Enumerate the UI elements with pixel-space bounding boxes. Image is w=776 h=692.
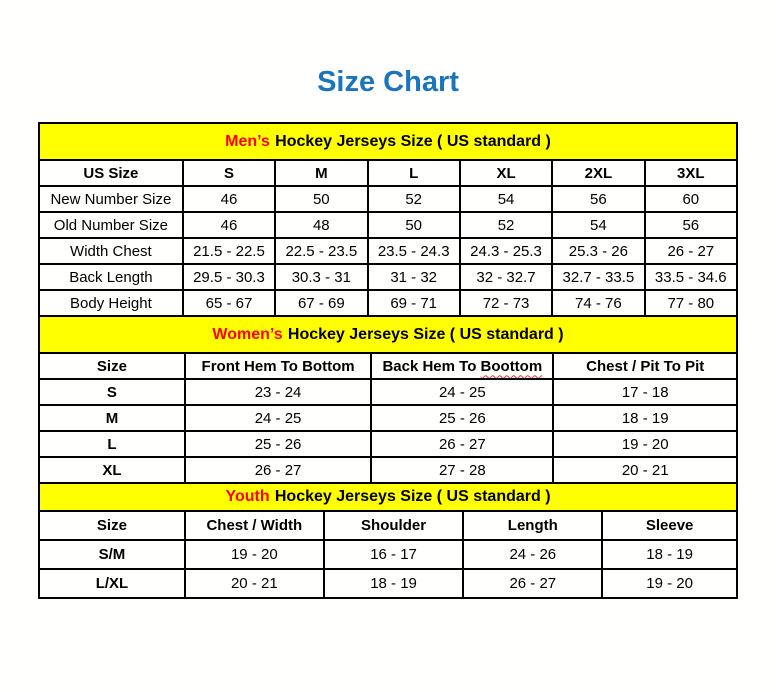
womens-data-row (39, 405, 737, 431)
size-tables (38, 122, 738, 599)
youth-size-value: 20 - 21 (185, 569, 324, 598)
mens-row-label: Old Number Size (39, 212, 183, 238)
mens-size-value: 67 - 69 (275, 290, 367, 316)
mens-size-value: 52 (460, 212, 552, 238)
column-header-misspelled-word: Boottom (480, 357, 543, 375)
mens-data-row (39, 212, 737, 238)
page-title: Size Chart (317, 66, 459, 98)
youth-data-row (39, 569, 737, 598)
youth-section-heading: Hockey Jerseys Size ( US standard ) (274, 488, 551, 505)
youth-size-table (38, 482, 738, 599)
womens-size-value: 19 - 20 (553, 431, 737, 457)
womens-size-value: 26 - 27 (371, 431, 553, 457)
mens-data-row (39, 238, 737, 264)
mens-column-header-row (39, 160, 737, 186)
mens-section-band (39, 123, 737, 160)
youth-size-value: 24 - 26 (463, 540, 602, 569)
mens-column-header: 3XL (645, 160, 737, 186)
youth-size-value: 19 - 20 (185, 540, 324, 569)
womens-size-value: 20 - 21 (553, 457, 737, 483)
womens-size-value: 23 - 24 (185, 379, 371, 405)
womens-column-header: Chest / Pit To Pit (553, 353, 737, 379)
womens-column-header (371, 353, 553, 379)
mens-size-value: 22.5 - 23.5 (275, 238, 367, 264)
womens-column-header: Size (39, 353, 185, 379)
youth-size-value: 19 - 20 (602, 569, 737, 598)
womens-row-label: L (39, 431, 185, 457)
womens-size-value: 27 - 28 (371, 457, 553, 483)
womens-size-value: 24 - 25 (185, 405, 371, 431)
womens-section-band (39, 316, 737, 353)
youth-data-row (39, 540, 737, 569)
mens-data-row (39, 290, 737, 316)
mens-size-value: 46 (183, 212, 275, 238)
womens-section-heading: Hockey Jerseys Size ( US standard ) (287, 325, 564, 343)
womens-section-accent: Women’s (212, 325, 283, 343)
mens-section-heading: Hockey Jerseys Size ( US standard ) (275, 132, 551, 150)
mens-size-value: 30.3 - 31 (275, 264, 367, 290)
youth-section-band (39, 483, 737, 511)
mens-size-value: 48 (275, 212, 367, 238)
mens-size-value: 29.5 - 30.3 (183, 264, 275, 290)
womens-data-row (39, 379, 737, 405)
youth-column-header: Length (463, 511, 602, 540)
mens-size-value: 32 - 32.7 (460, 264, 552, 290)
womens-data-row (39, 431, 737, 457)
womens-section-title (39, 316, 737, 353)
mens-column-header: S (183, 160, 275, 186)
mens-size-value: 52 (368, 186, 460, 212)
youth-section-title (39, 483, 737, 511)
mens-size-value: 60 (645, 186, 737, 212)
womens-column-header: Front Hem To Bottom (185, 353, 371, 379)
mens-size-value: 50 (275, 186, 367, 212)
mens-size-value: 33.5 - 34.6 (645, 264, 737, 290)
womens-size-value: 25 - 26 (185, 431, 371, 457)
mens-size-value: 21.5 - 22.5 (183, 238, 275, 264)
mens-column-header: L (368, 160, 460, 186)
mens-column-header: US Size (39, 160, 183, 186)
mens-column-header: XL (460, 160, 552, 186)
womens-size-value: 18 - 19 (553, 405, 737, 431)
mens-size-value: 56 (552, 186, 644, 212)
womens-size-value: 24 - 25 (371, 379, 553, 405)
youth-size-value: 26 - 27 (463, 569, 602, 598)
mens-size-value: 54 (552, 212, 644, 238)
youth-column-header-row (39, 511, 737, 540)
mens-size-value: 31 - 32 (368, 264, 460, 290)
womens-size-table (38, 315, 738, 484)
youth-row-label: S/M (39, 540, 185, 569)
mens-row-label: New Number Size (39, 186, 183, 212)
youth-column-header: Shoulder (324, 511, 464, 540)
mens-size-value: 72 - 73 (460, 290, 552, 316)
womens-size-value: 26 - 27 (185, 457, 371, 483)
mens-size-value: 26 - 27 (645, 238, 737, 264)
youth-column-header: Size (39, 511, 185, 540)
mens-size-value: 25.3 - 26 (552, 238, 644, 264)
mens-row-label: Back Length (39, 264, 183, 290)
mens-size-value: 46 (183, 186, 275, 212)
womens-column-header-row (39, 353, 737, 379)
mens-size-value: 77 - 80 (645, 290, 737, 316)
mens-data-row (39, 186, 737, 212)
womens-size-value: 17 - 18 (553, 379, 737, 405)
youth-size-value: 18 - 19 (324, 569, 464, 598)
mens-section-accent: Men’s (225, 132, 270, 150)
mens-column-header: M (275, 160, 367, 186)
mens-size-value: 24.3 - 25.3 (460, 238, 552, 264)
column-header-text: Back Hem To (382, 357, 477, 375)
mens-size-value: 32.7 - 33.5 (552, 264, 644, 290)
mens-section-title (39, 123, 737, 160)
mens-size-value: 56 (645, 212, 737, 238)
mens-size-value: 69 - 71 (368, 290, 460, 316)
womens-row-label: M (39, 405, 185, 431)
youth-row-label: L/XL (39, 569, 185, 598)
youth-section-accent: Youth (225, 488, 270, 505)
mens-size-value: 74 - 76 (552, 290, 644, 316)
youth-size-value: 16 - 17 (324, 540, 464, 569)
mens-size-value: 50 (368, 212, 460, 238)
youth-size-value: 18 - 19 (602, 540, 737, 569)
youth-column-header: Sleeve (602, 511, 737, 540)
womens-row-label: S (39, 379, 185, 405)
womens-row-label: XL (39, 457, 185, 483)
mens-row-label: Body Height (39, 290, 183, 316)
mens-column-header: 2XL (552, 160, 644, 186)
mens-size-value: 23.5 - 24.3 (368, 238, 460, 264)
mens-size-table (38, 122, 738, 317)
womens-size-value: 25 - 26 (371, 405, 553, 431)
womens-data-row (39, 457, 737, 483)
mens-row-label: Width Chest (39, 238, 183, 264)
youth-column-header: Chest / Width (185, 511, 324, 540)
mens-size-value: 54 (460, 186, 552, 212)
mens-data-row (39, 264, 737, 290)
mens-size-value: 65 - 67 (183, 290, 275, 316)
